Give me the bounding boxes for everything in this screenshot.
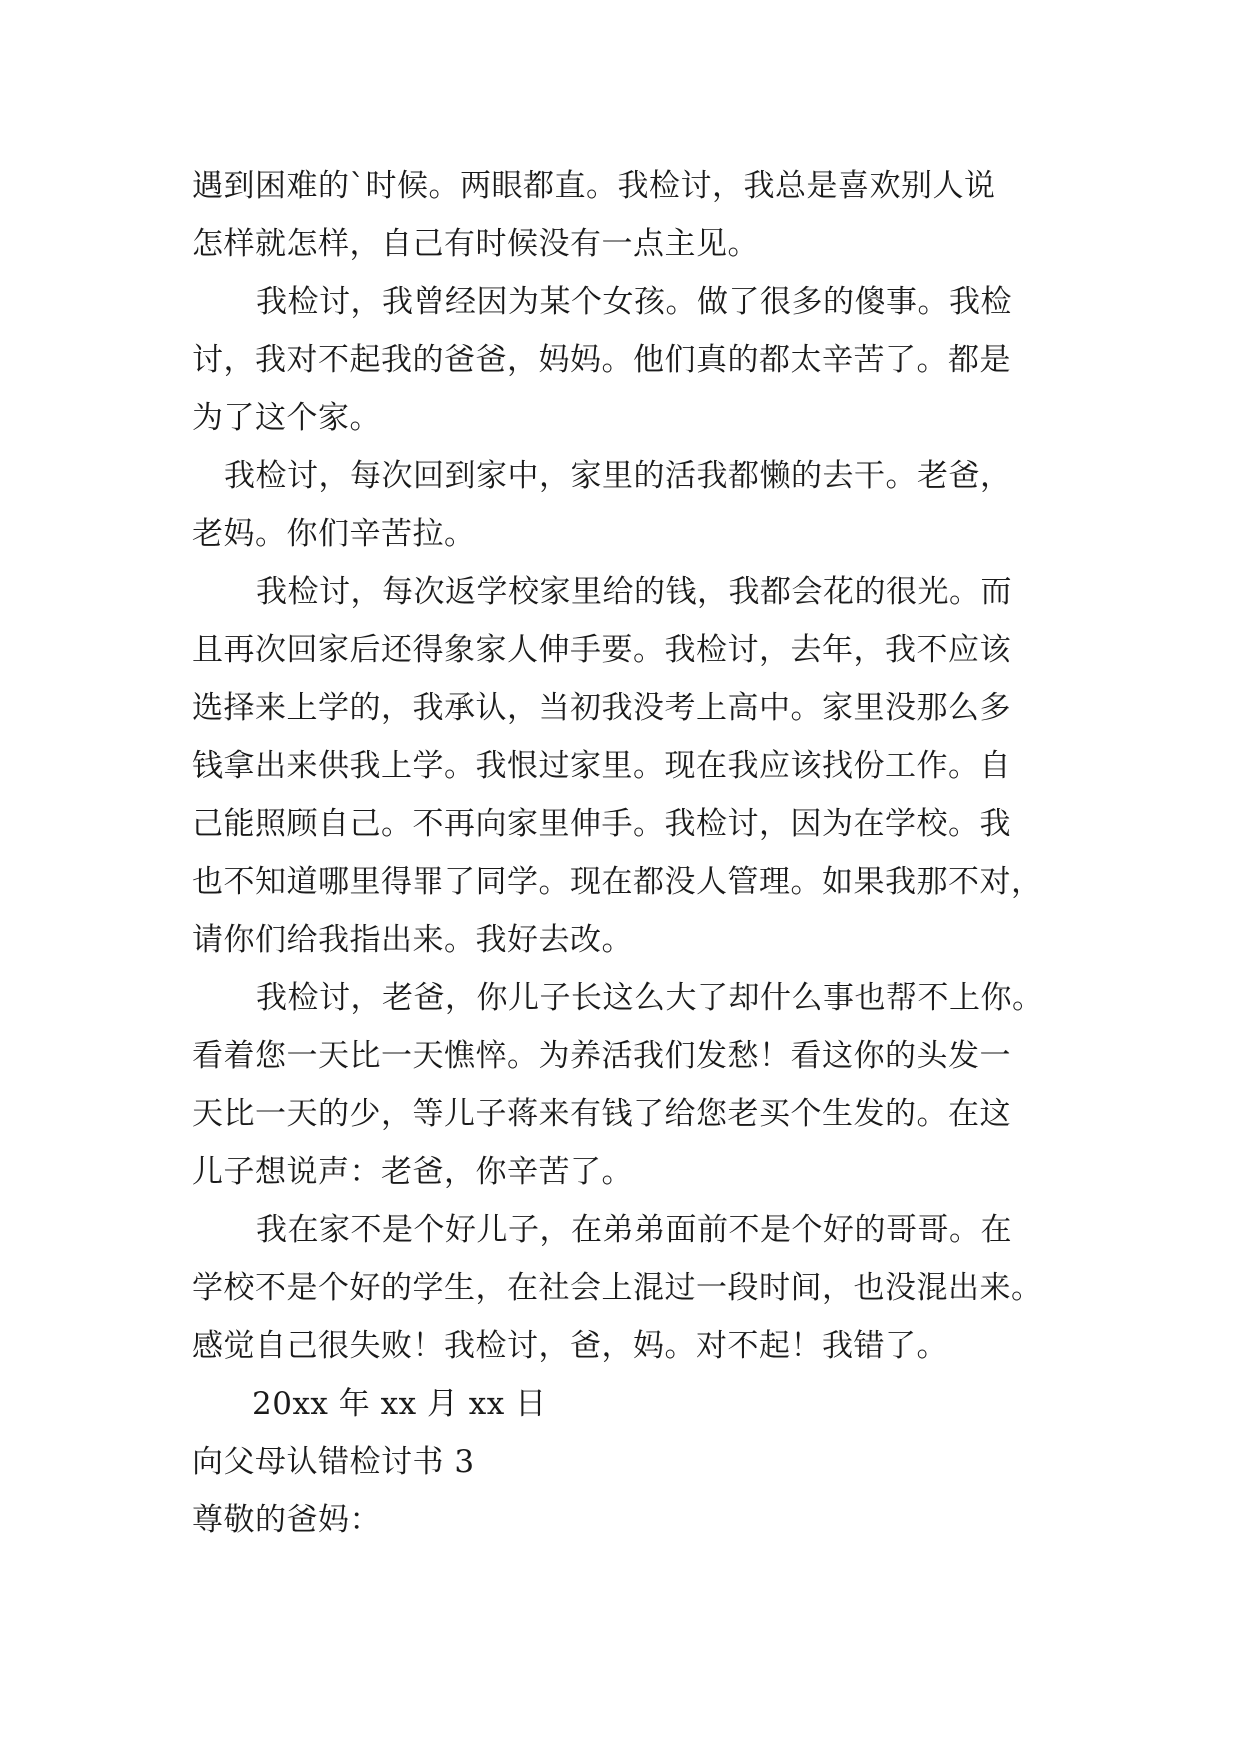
paragraph-start-line: 我在家不是个好儿子，在弟弟面前不是个好的哥哥。在 bbox=[256, 1212, 1012, 1248]
paragraph-start-line: 我检讨，我曾经因为某个女孩。做了很多的傻事。我检 bbox=[256, 284, 1012, 320]
text-line: 天比一天的少，等儿子蒋来有钱了给您老买个生发的。在这 bbox=[192, 1096, 1011, 1132]
text-line: 遇到困难的`时候。两眼都直。我检讨，我总是喜欢别人说 bbox=[192, 168, 996, 204]
text-line: 选择来上学的，我承认，当初我没考上高中。家里没那么多 bbox=[192, 690, 1011, 726]
text-line: 为了这个家。 bbox=[192, 400, 381, 436]
text-line: 感觉自己很失败！我检讨，爸，妈。对不起！我错了。 bbox=[192, 1328, 948, 1364]
text-line: 且再次回家后还得象家人伸手要。我检讨，去年，我不应该 bbox=[192, 632, 1011, 668]
text-line: 学校不是个好的学生，在社会上混过一段时间，也没混出来。 bbox=[192, 1270, 1043, 1306]
salutation: 尊敬的爸妈： bbox=[192, 1502, 381, 1538]
text-line: 儿子想说声：老爸，你辛苦了。 bbox=[192, 1154, 633, 1190]
paragraph-start-line: 我检讨，每次返学校家里给的钱，我都会花的很光。而 bbox=[256, 574, 1012, 610]
paragraph-start-line: 我检讨，每次回到家中，家里的活我都懒的去干。老爸， bbox=[224, 458, 1012, 494]
date-line: 20xx 年 xx 月 xx 日 bbox=[252, 1386, 547, 1422]
text-line: 己能照顾自己。不再向家里伸手。我检讨，因为在学校。我 bbox=[192, 806, 1011, 842]
text-line: 看着您一天比一天憔悴。为养活我们发愁！看这你的头发一 bbox=[192, 1038, 1011, 1074]
text-line: 也不知道哪里得罪了同学。现在都没人管理。如果我那不对， bbox=[192, 864, 1043, 900]
text-line: 请你们给我指出来。我好去改。 bbox=[192, 922, 633, 958]
paragraph-start-line: 我检讨，老爸，你儿子长这么大了却什么事也帮不上你。 bbox=[256, 980, 1044, 1016]
text-line: 怎样就怎样，自己有时候没有一点主见。 bbox=[192, 226, 759, 262]
section-title: 向父母认错检讨书 3 bbox=[192, 1444, 475, 1480]
text-line: 讨，我对不起我的爸爸，妈妈。他们真的都太辛苦了。都是 bbox=[192, 342, 1011, 378]
text-line: 钱拿出来供我上学。我恨过家里。现在我应该找份工作。自 bbox=[192, 748, 1011, 784]
text-line: 老妈。你们辛苦拉。 bbox=[192, 516, 476, 552]
